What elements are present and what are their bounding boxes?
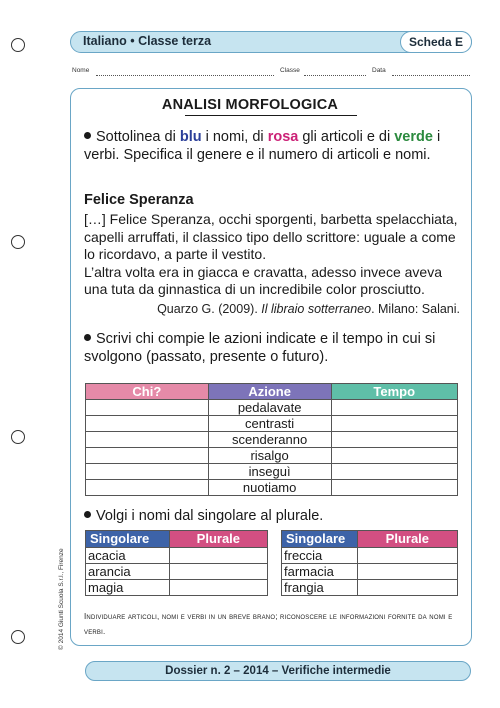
table-row xyxy=(86,448,458,464)
singolare-cell: farmacia xyxy=(282,564,358,580)
data-label: Data xyxy=(372,67,386,74)
chi-cell[interactable] xyxy=(86,400,209,416)
word-blu: blu xyxy=(179,129,202,145)
header-title: Italiano • Classe terza xyxy=(83,34,212,48)
azione-cell: nuotiamo xyxy=(208,480,331,496)
azione-cell: pedalavate xyxy=(208,400,331,416)
plurale-cell[interactable] xyxy=(169,548,267,564)
table-row xyxy=(86,432,458,448)
singolare-cell: magia xyxy=(86,580,170,596)
title-underline xyxy=(185,115,357,116)
tempo-cell[interactable] xyxy=(331,480,458,496)
nome-label: Nome xyxy=(72,67,90,74)
chi-cell[interactable] xyxy=(86,416,209,432)
plurale-cell[interactable] xyxy=(169,564,267,580)
header-azione: Azione xyxy=(208,384,331,400)
header-plurale: Plurale xyxy=(169,531,267,548)
instruction-verbs: Scrivi chi compie le azioni indicate e il tempo in cui si svolgono (passato, presente o futuro). xyxy=(84,331,436,365)
header-bar xyxy=(70,31,472,53)
azione-cell: centrasti xyxy=(208,416,331,432)
table-row xyxy=(86,580,268,596)
azione-cell: risalgo xyxy=(208,448,331,464)
table-row xyxy=(86,564,268,580)
copyright-note: © 2014 Giunti Scuola S.r.l., Firenze xyxy=(58,548,65,650)
instruction-plural: Volgi i nomi dal singolare al plurale. xyxy=(84,507,462,525)
word-rosa: rosa xyxy=(267,129,299,145)
learning-objective: Individuare articoli, nomi e verbi in un breve brano; riconoscere le informazioni fornite da nomi e verbi. xyxy=(84,612,453,636)
header-singolare: Singolare xyxy=(282,531,358,548)
classe-label: Classe xyxy=(280,67,300,74)
plurale-cell[interactable] xyxy=(357,580,457,596)
table-row xyxy=(282,548,458,564)
plurale-cell[interactable] xyxy=(169,580,267,596)
azione-cell: inseguì xyxy=(208,464,331,480)
data-field[interactable] xyxy=(392,75,470,76)
scheda-badge: Scheda E xyxy=(400,31,472,53)
table-row xyxy=(86,480,458,496)
table-row xyxy=(86,400,458,416)
plural-table-left xyxy=(85,530,268,596)
word-verde: verde xyxy=(394,129,433,145)
story-paragraph-2: L’altra volta era in giacca e cravatta, adesso invece aveva una tuta da ginnastica di un incredibile color prosciutto. xyxy=(84,263,442,297)
plurale-cell[interactable] xyxy=(357,548,457,564)
chi-cell[interactable] xyxy=(86,432,209,448)
singolare-cell: frangia xyxy=(282,580,358,596)
binder-hole xyxy=(11,630,25,644)
singolare-cell: arancia xyxy=(86,564,170,580)
classe-field[interactable] xyxy=(304,75,366,76)
footer-bar: Dossier n. 2 – 2014 – Verifiche intermedie xyxy=(85,661,471,681)
chi-cell[interactable] xyxy=(86,480,209,496)
singolare-cell: freccia xyxy=(282,548,358,564)
header-chi: Chi? xyxy=(86,384,209,400)
tempo-cell[interactable] xyxy=(331,448,458,464)
header-tempo: Tempo xyxy=(331,384,458,400)
story-text xyxy=(84,211,462,299)
tempo-cell[interactable] xyxy=(331,400,458,416)
bullet-icon xyxy=(84,511,91,518)
story-title: Felice Speranza xyxy=(84,192,194,208)
header-singolare: Singolare xyxy=(86,531,170,548)
instruction-underline: Sottolinea di blu i nomi, di rosa gli articoli e di verde i verbi. Specifica il genere e il numero di articoli e nomi. xyxy=(84,129,441,163)
nome-field[interactable] xyxy=(96,75,274,76)
table-row xyxy=(86,464,458,480)
binder-hole xyxy=(11,235,25,249)
table-row xyxy=(86,548,268,564)
citation: Quarzo G. (2009). Il libraio sotterraneo. Milano: Salani. xyxy=(157,302,460,316)
page-title: ANALISI MORFOLOGICA xyxy=(161,97,339,113)
tempo-cell[interactable] xyxy=(331,416,458,432)
binder-hole xyxy=(11,430,25,444)
binder-hole xyxy=(11,38,25,52)
tempo-cell[interactable] xyxy=(331,432,458,448)
tempo-cell[interactable] xyxy=(331,464,458,480)
chi-cell[interactable] xyxy=(86,448,209,464)
story-paragraph-1: […] Felice Speranza, occhi sporgenti, barbetta spelacchiata, capelli arruffati, il classico tipo dello scrittore: uguale a come lo ricordavo, a parte il vestito. xyxy=(84,211,458,262)
header-plurale: Plurale xyxy=(357,531,457,548)
student-info-line xyxy=(70,67,472,79)
azione-cell: scenderanno xyxy=(208,432,331,448)
table-row xyxy=(282,564,458,580)
singolare-cell: acacia xyxy=(86,548,170,564)
table-row xyxy=(86,416,458,432)
chi-cell[interactable] xyxy=(86,464,209,480)
plural-table-right xyxy=(281,530,458,596)
bullet-icon xyxy=(84,334,91,341)
bullet-icon xyxy=(84,132,91,139)
plurale-cell[interactable] xyxy=(357,564,457,580)
verbs-table xyxy=(85,383,458,496)
table-row xyxy=(282,580,458,596)
